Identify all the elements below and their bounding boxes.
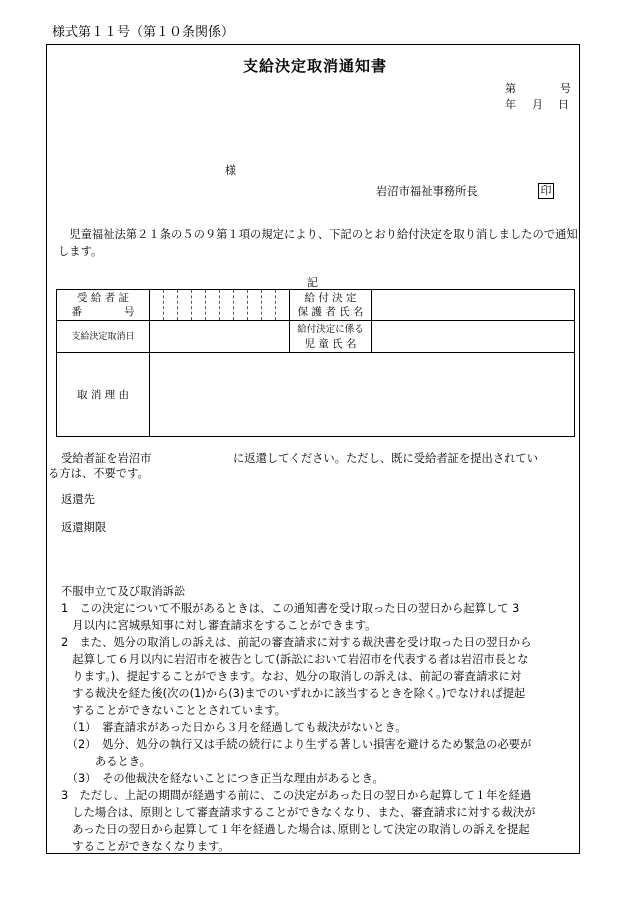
ki-label: 記	[307, 276, 318, 289]
issuer-name: 岩沼市福祉事務所長	[376, 185, 478, 198]
recipient-number-cells[interactable]	[150, 290, 290, 321]
return-destination-label: 返還先	[61, 493, 95, 506]
seal-box: 印	[538, 183, 554, 199]
return-notice-part3: る方は、不要です。	[48, 467, 149, 480]
child-name-label: 給付決定に係る 児 童 氏 名	[290, 321, 372, 353]
addressee-suffix: 様	[225, 164, 236, 177]
number-dai: 第	[505, 82, 516, 95]
date-hi: 日	[558, 98, 569, 111]
form-number: 様式第１１号（第１０条関係）	[52, 25, 235, 40]
guardian-name-value[interactable]	[372, 290, 575, 321]
guardian-name-label: 給 付 決 定 保 護 者 氏 名	[290, 290, 372, 321]
date-tsuki: 月	[532, 98, 543, 111]
reason-value[interactable]	[150, 353, 575, 437]
return-notice-part2: に返還してください。ただし、既に受給者証を提出されてい	[233, 452, 539, 465]
document-title: 支給決定取消通知書	[242, 57, 387, 75]
date-nen: 年	[505, 98, 516, 111]
objection-text: 1 この決定について不服があるときは、この通知書を受け取った日の翌日から起算して 3 月以内に宮城県知事に対し審査請求をすることができます。 2 また、処分の取消しの訴えは、前記の審査請求に対する裁決書を受け取った日の翌日から 起算して６月以内に岩沼市を被告として(訴訟において岩沼市を代表する者は岩沼市長とな ります。)、提起することができます。なお、処分の取消しの訴えは、前記の審査請求に対 する裁決を経た後(次の(1)から(3)までのいずれかに該当するときを除く。)でなければ提起 することができないこととされています。 （1） 審査請求があった日から３月を経過しても裁決がないとき。 （2） 処分、処分の執行又は手続の続行により生ずる著しい損害を避けるため緊急の必要が あるとき。 （3） その他裁決を経ないことにつき正当な理由があるとき。 3 ただし、上記の期間が経過する前に、この決定があった日の翌日から起算して１年を経過 した場合は、原則として審査請求することができなくなり、また、審査請求に対する裁決が あった日の翌日から起算して１年を経過した場合は､原則として決定の取消しの訴えを提起 することができなくなります。	[61, 602, 536, 853]
recipient-number-label: 受 給 者 証 番 号	[57, 290, 150, 321]
child-name-value[interactable]	[372, 321, 575, 353]
number-go: 号	[560, 82, 571, 95]
objection-heading: 不服申立て及び取消訴訟	[61, 585, 186, 598]
reason-label: 取 消 理 由	[57, 353, 150, 437]
return-deadline-label: 返還期限	[61, 521, 107, 534]
details-table	[56, 289, 575, 437]
return-notice-part1: 受給者証を岩沼市	[61, 452, 152, 465]
cancel-date-label: 支給決定取消日	[57, 321, 150, 353]
intro-text: 児童福祉法第２１条の５の９第１項の規定により、下記のとおり給付決定を取り消しましたので通知します。	[58, 228, 578, 258]
cancel-date-value[interactable]	[150, 321, 290, 353]
